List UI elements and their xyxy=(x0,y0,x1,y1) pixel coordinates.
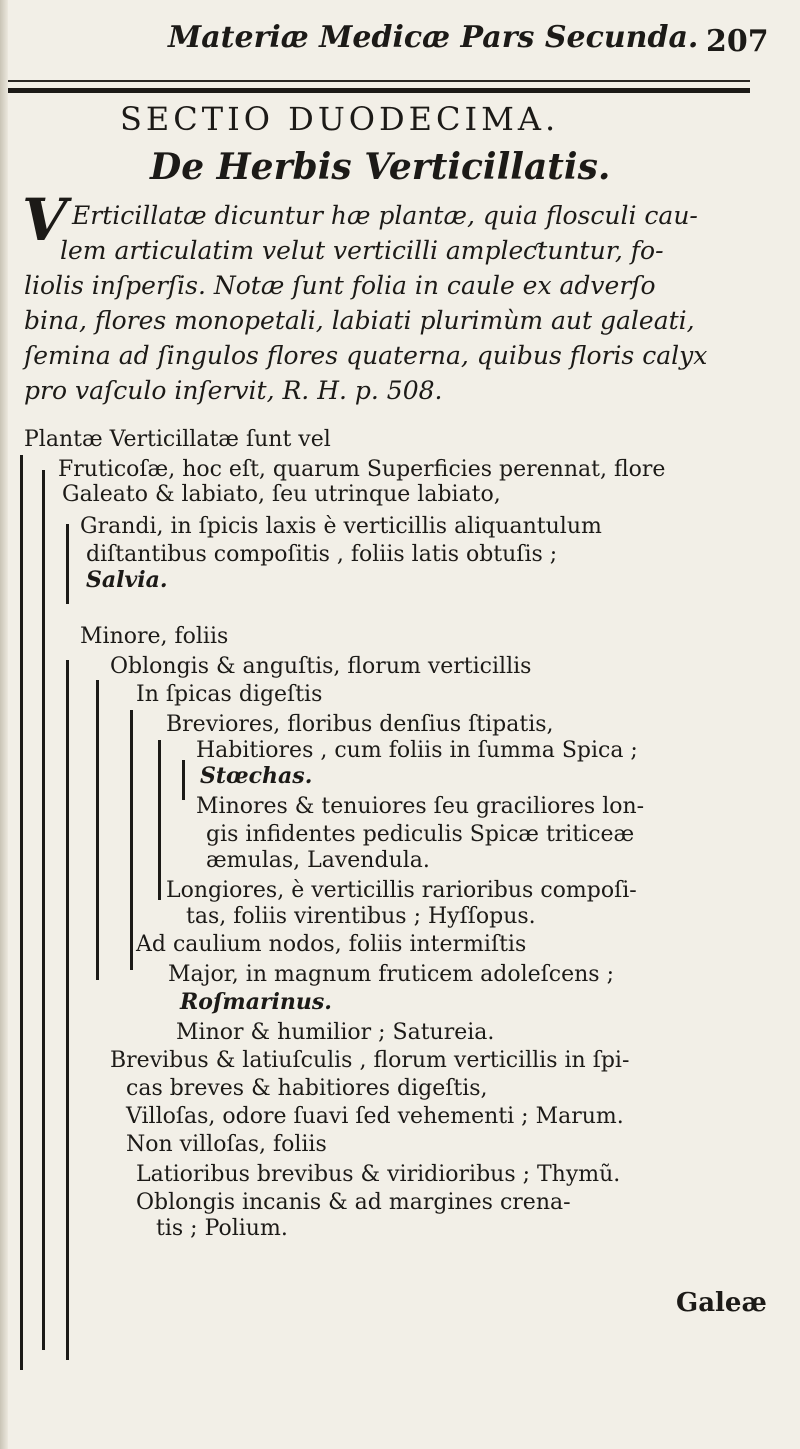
key-line: Fruticoſæ, hoc eſt, quarum Superficies perennat, flore xyxy=(58,457,666,482)
key-line: Oblongis & anguſtis, florum verticillis xyxy=(110,654,532,679)
intro-line: ſemina ad ſingulos flores quaterna, quibus floris calyx xyxy=(24,341,708,370)
key-line: Villoſas, odore ſuavi ſed vehementi ; Marum. xyxy=(126,1104,624,1129)
key-line-genus: Roſmarinus. xyxy=(180,989,332,1015)
section-title: De Herbis Verticillatis. xyxy=(150,146,611,188)
section-heading: SECTIO DUODECIMA. xyxy=(120,100,560,138)
header-rule-thin xyxy=(8,80,750,82)
intro-line: bina, flores monopetali, labiati plurimùm aut galeati, xyxy=(24,306,695,335)
key-line: Longiores, è verticillis rarioribus compoſi- xyxy=(166,878,637,903)
key-line: Minore, foliis xyxy=(80,624,229,649)
brace-rule xyxy=(20,455,23,1370)
key-line: tis ; Polium. xyxy=(156,1216,288,1241)
key-line: gis infidentes pediculis Spicæ triticeæ xyxy=(206,822,635,847)
running-title: Materiæ Medicæ Pars Secunda. xyxy=(168,20,699,55)
key-line: In ſpicas digeſtis xyxy=(136,682,323,707)
key-line: cas breves & habitiores digeſtis, xyxy=(126,1076,488,1101)
binding-shadow xyxy=(0,0,8,1449)
key-line: Brevibus & latiuſculis , florum verticillis in ſpi- xyxy=(110,1048,630,1073)
key-lead: Plantæ Verticillatæ ſunt vel xyxy=(24,427,331,452)
key-line: Galeato & labiato, ſeu utrinque labiato, xyxy=(62,482,501,507)
key-line: Latioribus brevibus & viridioribus ; Thymũ. xyxy=(136,1162,621,1187)
header-rule xyxy=(8,88,750,93)
brace-rule xyxy=(158,740,161,900)
key-line: æmulas, Lavendula. xyxy=(206,848,430,873)
key-line: tas, foliis virentibus ; Hyſſopus. xyxy=(186,904,536,929)
key-line: Oblongis incanis & ad margines crena- xyxy=(136,1190,571,1215)
catchword: Galeæ xyxy=(676,1288,767,1318)
intro-line: liolis inſperſis. Notæ ſunt folia in caule ex adverſo xyxy=(24,271,656,300)
brace-rule xyxy=(130,710,133,970)
page-number: 207 xyxy=(706,24,769,59)
drop-cap: V xyxy=(22,186,68,254)
key-line-genus: Salvia. xyxy=(86,567,168,593)
key-line: Habitiores , cum foliis in ſumma Spica ; xyxy=(196,738,638,763)
key-line: Grandi, in ſpicis laxis è verticillis aliquantulum xyxy=(80,514,602,539)
key-line: Minores & tenuiores ſeu graciliores lon- xyxy=(196,794,645,819)
brace-rule xyxy=(42,470,45,1350)
key-line-genus: Stœchas. xyxy=(200,763,313,789)
intro-line: lem articulatim velut verticilli ampleƈtuntur, fo- xyxy=(60,236,664,265)
brace-rule xyxy=(66,660,69,1360)
brace-rule xyxy=(66,524,69,604)
key-line: Major, in magnum fruticem adoleſcens ; xyxy=(168,962,614,987)
key-line: Breviores, floribus denſius ſtipatis, xyxy=(166,712,554,737)
intro-line: pro vaſculo inſervit, R. H. p. 508. xyxy=(24,376,443,405)
brace-rule xyxy=(182,760,185,800)
key-line: Minor & humilior ; Satureia. xyxy=(176,1020,495,1045)
key-line: diſtantibus compoſitis , foliis latis obtuſis ; xyxy=(86,542,558,567)
brace-rule xyxy=(96,680,99,980)
key-line: Ad caulium nodos, foliis intermiſtis xyxy=(136,932,527,957)
key-line: Non villoſas, foliis xyxy=(126,1132,327,1157)
intro-line: Erticillatæ dicuntur hæ plantæ, quia flosculi cau- xyxy=(72,201,698,230)
